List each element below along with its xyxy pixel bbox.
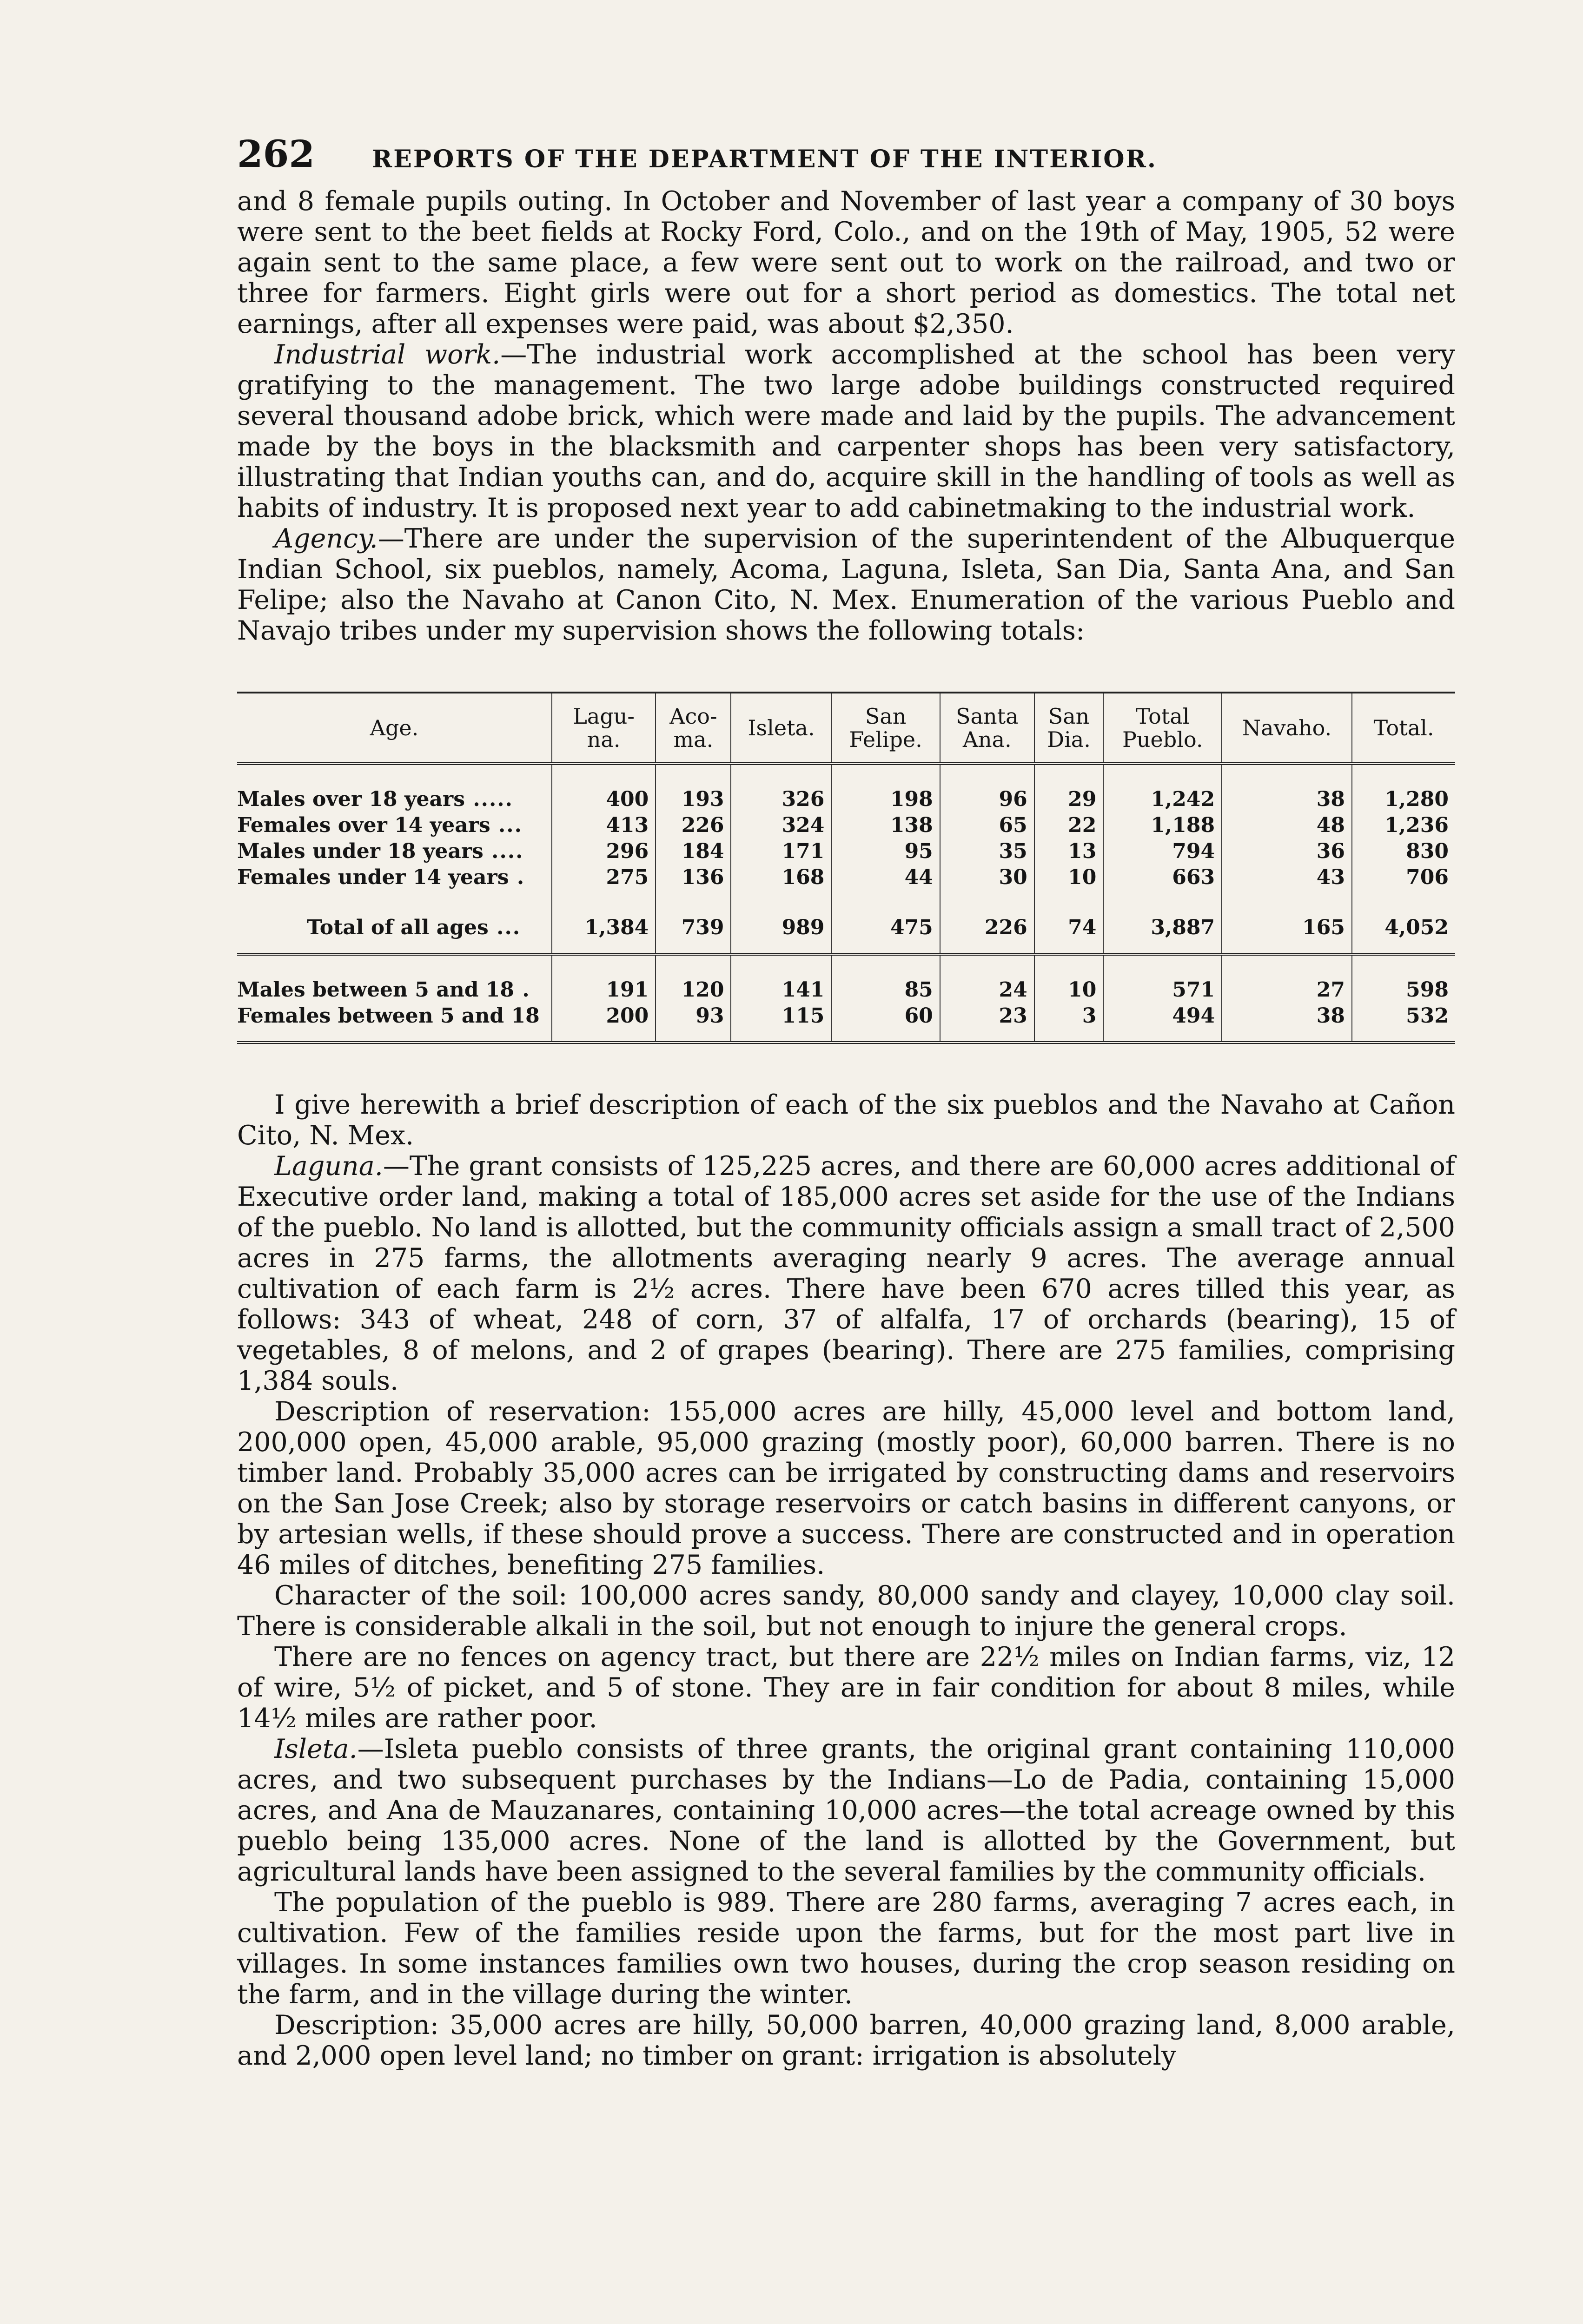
table-cell: 36	[1222, 838, 1352, 865]
column-header: Age.	[237, 693, 552, 764]
row-label: Total of all ages ...	[237, 903, 552, 954]
table-row	[237, 865, 1455, 903]
paragraph-lead: Agency.	[274, 523, 378, 554]
table-header-row	[237, 693, 1455, 764]
table-cell: 226	[656, 812, 731, 838]
column-header: Navaho.	[1222, 693, 1352, 764]
paragraph: Description of reservation: 155,000 acres are hilly, 45,000 level and bottom land, 200,000 open, 45,000 arable, 95,000 grazing (mostly poor), 60,000 barren. There is no timber land. Probably 35,000 acres can be irrigated by constructing dams and reservoirs on the San Jose Creek; also by storage reservoirs or catch basins in different canyons, or by artesian wells, if these should prove a success. There are constructed and in operation 46 miles of ditches, benefiting 275 families.	[237, 1396, 1455, 1580]
table-cell: 48	[1222, 812, 1352, 838]
table-cell: 141	[731, 954, 831, 1003]
paragraph: Character of the soil: 100,000 acres sandy, 80,000 sandy and clayey, 10,000 clay soil. There is considerable alkali in the soil, but not enough to injure the general crops.	[237, 1580, 1455, 1642]
paragraph: There are no fences on agency tract, but there are 22½ miles on Indian farms, viz, 12 of wire, 5½ of picket, and 5 of stone. They are in fair condition for about 8 miles, while 14½ miles are rather poor.	[237, 1642, 1455, 1734]
table-cell: 184	[656, 838, 731, 865]
column-header: Total Pueblo.	[1103, 693, 1222, 764]
table-cell: 193	[656, 764, 731, 812]
page-header	[237, 116, 1455, 186]
table-row	[237, 903, 1455, 954]
table-cell: 138	[831, 812, 940, 838]
table-cell: 663	[1103, 865, 1222, 903]
paragraph: Isleta.—Isleta pueblo consists of three grants, the original grant containing 110,000 acres, and two subsequent purchases by the Indians—Lo de Padia, containing 15,000 acres, and Ana de Mauzanares, containing 10,000 acres—the total acreage owned by this pueblo being 135,000 acres. None of the land is allotted by the Government, but agricultural lands have been assigned to the several families by the community officials.	[237, 1734, 1455, 1887]
table-cell: 38	[1222, 1003, 1352, 1043]
table-cell: 739	[656, 903, 731, 954]
table-cell: 22	[1034, 812, 1104, 838]
table-cell: 400	[552, 764, 656, 812]
body-section	[237, 1089, 1455, 2071]
table-cell: 1,384	[552, 903, 656, 954]
column-header: San Dia.	[1034, 693, 1104, 764]
table-cell: 85	[831, 954, 940, 1003]
paragraph-lead: Isleta.	[274, 1734, 358, 1764]
table-cell: 494	[1103, 1003, 1222, 1043]
population-table	[237, 692, 1455, 1044]
paragraph-lead: Laguna.	[274, 1151, 383, 1182]
table-row	[237, 764, 1455, 812]
paragraph: Agency.—There are under the supervision of the superintendent of the Albuquerque Indian School, six pueblos, namely, Acoma, Laguna, Isleta, San Dia, Santa Ana, and San Felipe; also the Navaho at Canon Cito, N. Mex. Enumeration of the various Pueblo and Navajo tribes under my supervision shows the following totals:	[237, 523, 1455, 646]
running-title: REPORTS OF THE DEPARTMENT OF THE INTERIOR.	[372, 145, 1157, 173]
table-cell: 794	[1103, 838, 1222, 865]
table-cell: 275	[552, 865, 656, 903]
table-cell: 35	[940, 838, 1034, 865]
table-cell: 296	[552, 838, 656, 865]
table-cell: 989	[731, 903, 831, 954]
table-cell: 44	[831, 865, 940, 903]
column-header: San Felipe.	[831, 693, 940, 764]
table-cell: 324	[731, 812, 831, 838]
table-row	[237, 954, 1455, 1003]
table-cell: 171	[731, 838, 831, 865]
row-label: Males between 5 and 18 .	[237, 978, 530, 1002]
table-cell: 598	[1352, 954, 1455, 1003]
table-cell: 198	[831, 764, 940, 812]
table-cell: 191	[552, 954, 656, 1003]
table-cell: 475	[831, 903, 940, 954]
table-cell: 413	[552, 812, 656, 838]
table-cell: 1,236	[1352, 812, 1455, 838]
table-cell: 165	[1222, 903, 1352, 954]
table-cell: 96	[940, 764, 1034, 812]
table-cell: 10	[1034, 865, 1104, 903]
table-cell: 200	[552, 1003, 656, 1043]
table-cell: 65	[940, 812, 1034, 838]
table-row	[237, 838, 1455, 865]
table-row	[237, 1003, 1455, 1043]
table-cell: 30	[940, 865, 1034, 903]
row-label: Females between 5 and 18	[237, 1004, 540, 1028]
table-cell: 93	[656, 1003, 731, 1043]
table-cell: 60	[831, 1003, 940, 1043]
table-cell: 3,887	[1103, 903, 1222, 954]
table-cell: 29	[1034, 764, 1104, 812]
column-header: Santa Ana.	[940, 693, 1034, 764]
page-number: 262	[237, 132, 315, 176]
paragraph: Description: 35,000 acres are hilly, 50,000 barren, 40,000 grazing land, 8,000 arable, and 2,000 open level land; no timber on grant: irrigation is absolutely	[237, 2010, 1455, 2071]
table-cell: 830	[1352, 838, 1455, 865]
table-row	[237, 812, 1455, 838]
table-cell: 136	[656, 865, 731, 903]
column-header: Total.	[1352, 693, 1455, 764]
row-label: Males over 18 years .....	[237, 787, 513, 811]
table-cell: 10	[1034, 954, 1104, 1003]
row-label: Females over 14 years ...	[237, 813, 523, 837]
paragraph: Laguna.—The grant consists of 125,225 acres, and there are 60,000 acres additional of Executive order land, making a total of 185,000 acres set aside for the use of the Indians of the pueblo. No land is allotted, but the community officials assign a small tract of 2,500 acres in 275 farms, the allotments averaging nearly 9 acres. The average annual cultivation of each farm is 2½ acres. There have been 670 acres tilled this year, as follows: 343 of wheat, 248 of corn, 37 of alfalfa, 17 of orchards (bearing), 15 of vegetables, 8 of melons, and 2 of grapes (bearing). There are 275 families, comprising 1,384 souls.	[237, 1151, 1455, 1396]
paragraph-lead: Industrial work.	[274, 339, 501, 370]
table-cell: 43	[1222, 865, 1352, 903]
table-cell: 23	[940, 1003, 1034, 1043]
table-cell: 24	[940, 954, 1034, 1003]
table-cell: 226	[940, 903, 1034, 954]
page	[237, 116, 1455, 2071]
table-cell: 27	[1222, 954, 1352, 1003]
table-cell: 1,242	[1103, 764, 1222, 812]
column-header: Lagu- na.	[552, 693, 656, 764]
paragraph: The population of the pueblo is 989. There are 280 farms, averaging 7 acres each, in cultivation. Few of the families reside upon the farms, but for the most part live in villages. In some instances families own two houses, during the crop season residing on the farm, and in the village during the winter.	[237, 1887, 1455, 2010]
table-cell: 1,280	[1352, 764, 1455, 812]
table-cell: 326	[731, 764, 831, 812]
table-cell: 74	[1034, 903, 1104, 954]
table-body	[237, 764, 1455, 1043]
row-label: Males under 18 years ....	[237, 839, 524, 863]
table-cell: 115	[731, 1003, 831, 1043]
table-cell: 532	[1352, 1003, 1455, 1043]
table-cell: 571	[1103, 954, 1222, 1003]
table-cell: 168	[731, 865, 831, 903]
paragraph: and 8 female pupils outing. In October and November of last year a company of 30 boys were sent to the beet fields at Rocky Ford, Colo., and on the 19th of May, 1905, 52 were again sent to the same place, a few were sent out to work on the railroad, and two or three for farmers. Eight girls were out for a short period as domestics. The total net earnings, after all expenses were paid, was about $2,350.	[237, 186, 1455, 339]
column-header: Isleta.	[731, 693, 831, 764]
table-cell: 1,188	[1103, 812, 1222, 838]
column-header: Aco- ma.	[656, 693, 731, 764]
paragraph: I give herewith a brief description of each of the six pueblos and the Navaho at Cañon Cito, N. Mex.	[237, 1089, 1455, 1151]
intro-section	[237, 186, 1455, 646]
table-cell: 3	[1034, 1003, 1104, 1043]
table-cell: 706	[1352, 865, 1455, 903]
table-cell: 4,052	[1352, 903, 1455, 954]
table-cell: 13	[1034, 838, 1104, 865]
table-cell: 38	[1222, 764, 1352, 812]
row-label: Females under 14 years .	[237, 865, 525, 889]
paragraph: Industrial work.—The industrial work accomplished at the school has been very gratifying to the management. The two large adobe buildings constructed required several thousand adobe brick, which were made and laid by the pupils. The advancement made by the boys in the blacksmith and carpenter shops has been very satisfactory, illustrating that Indian youths can, and do, acquire skill in the handling of tools as well as habits of industry. It is proposed next year to add cabinetmaking to the industrial work.	[237, 339, 1455, 523]
table-cell: 120	[656, 954, 731, 1003]
table-cell: 95	[831, 838, 940, 865]
